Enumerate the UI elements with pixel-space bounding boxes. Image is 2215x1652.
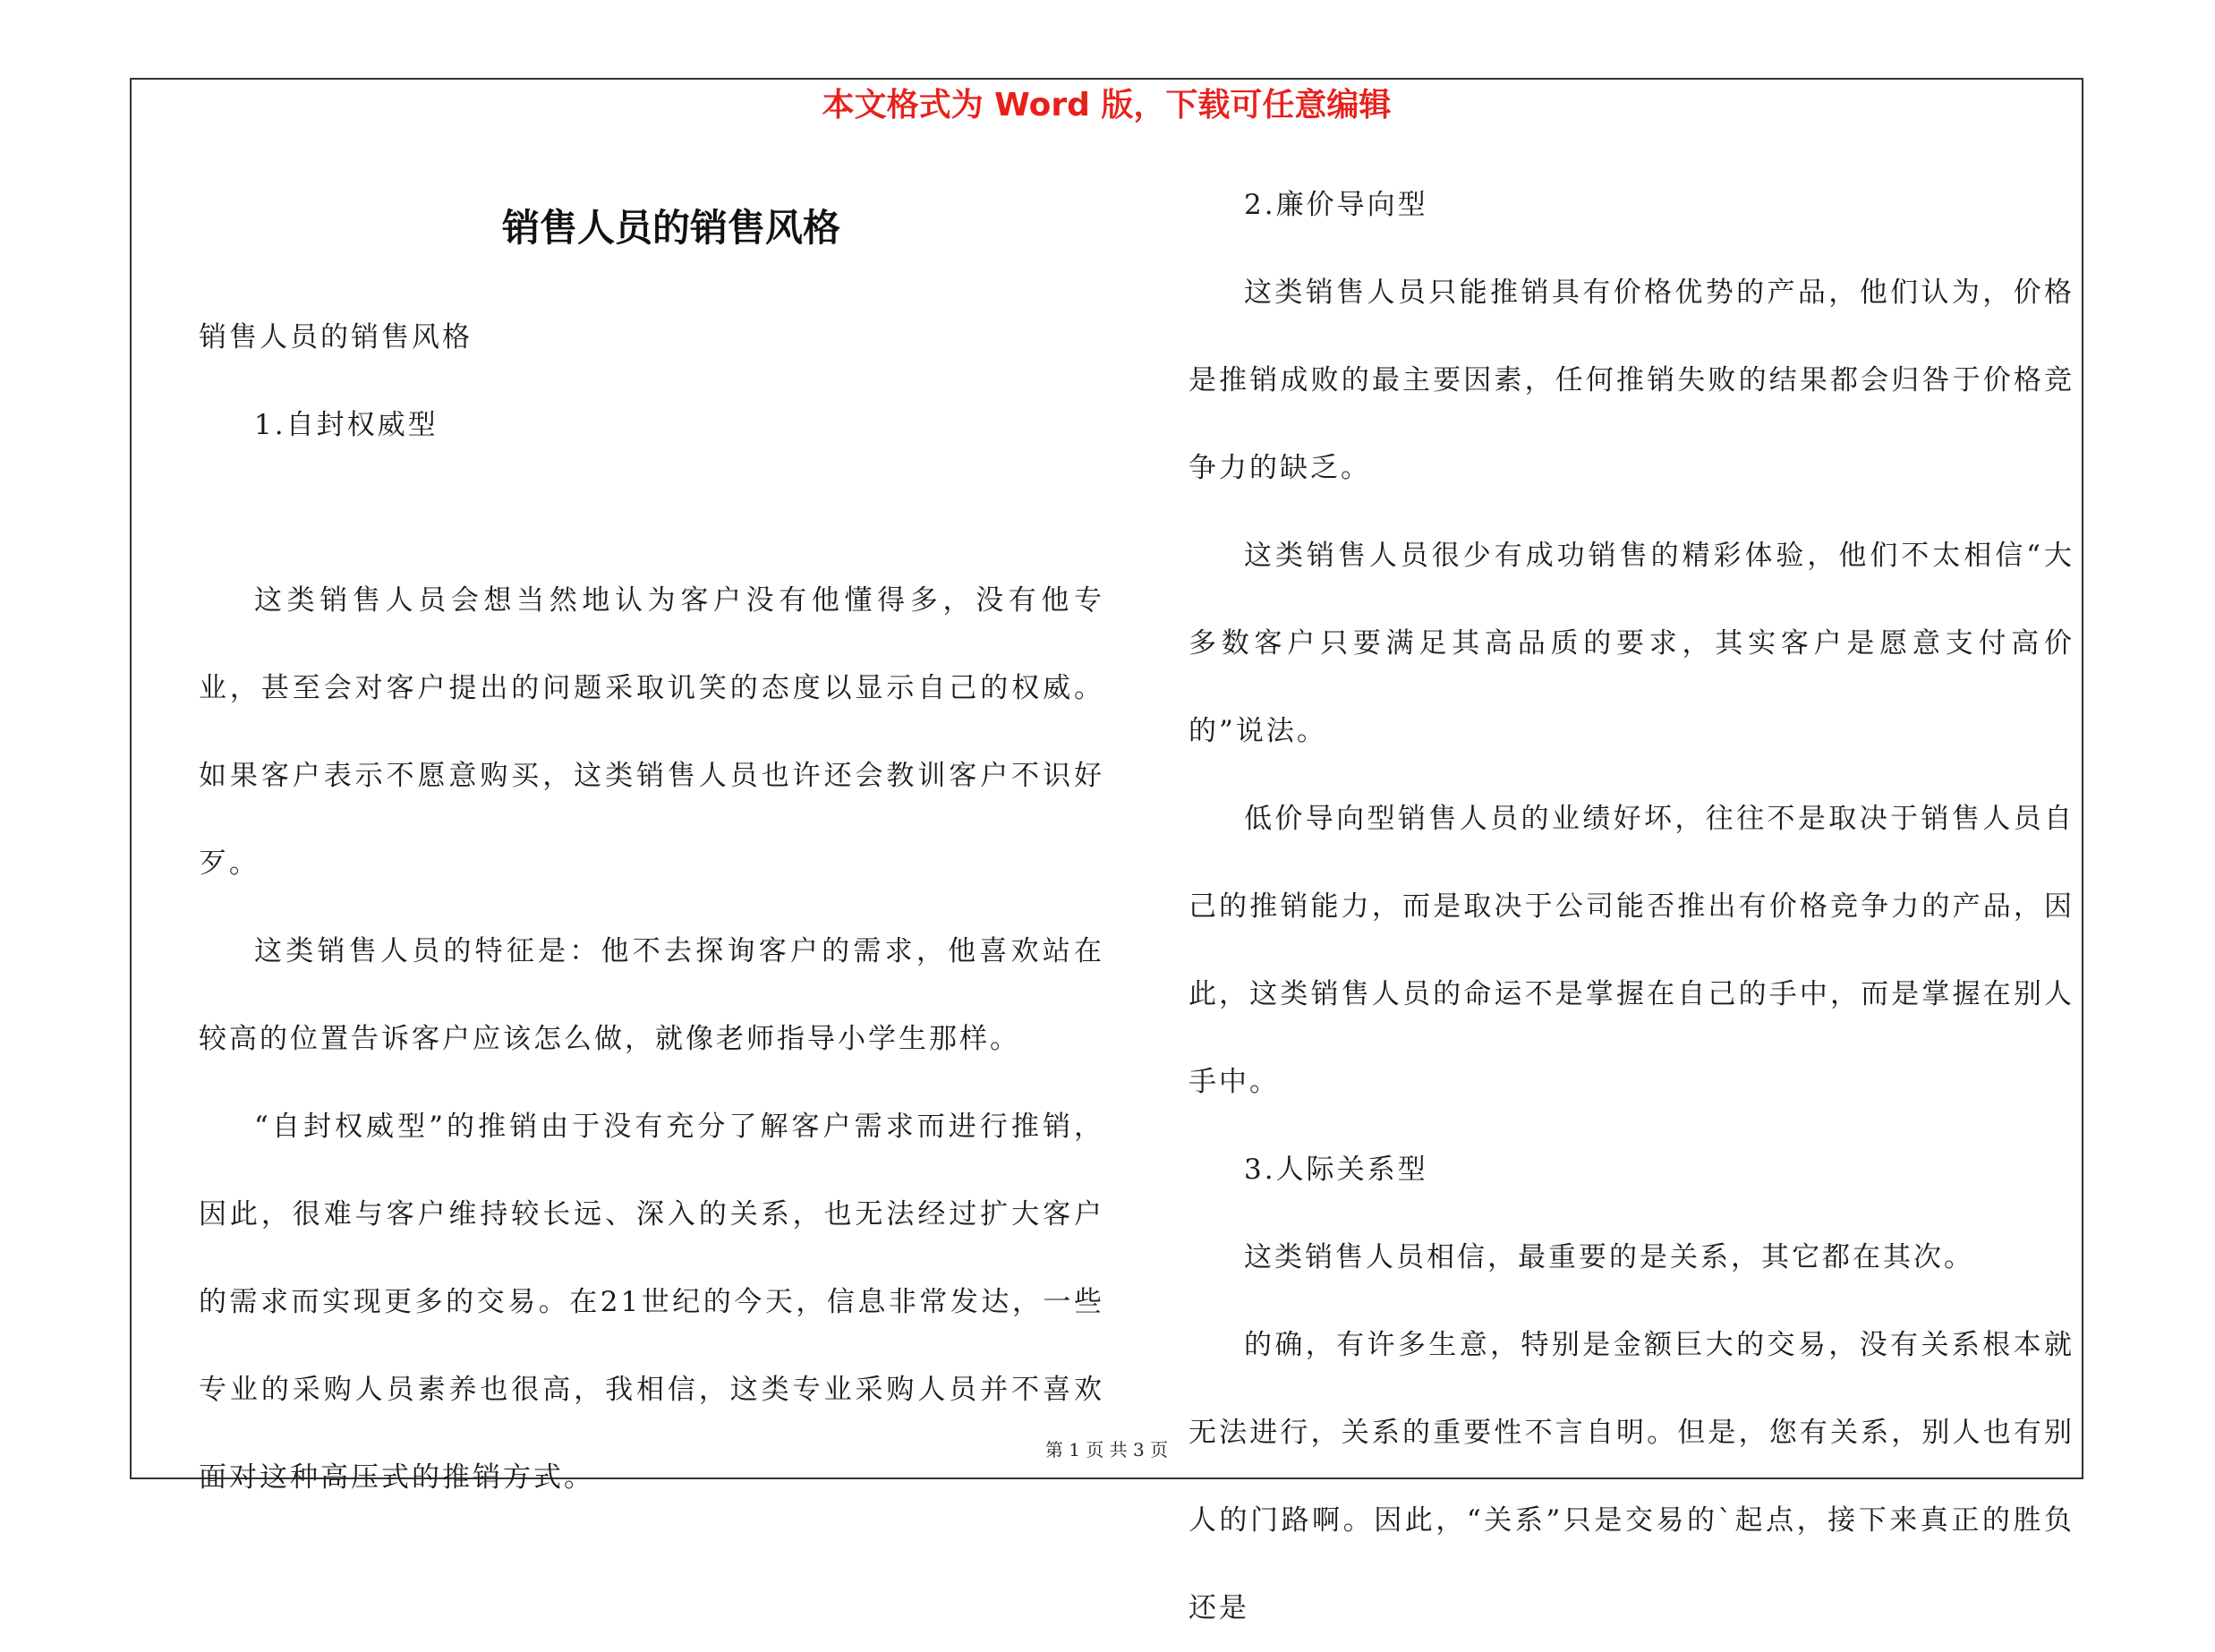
page-number-footer: 第 1 页 共 3 页 bbox=[1044, 1439, 1169, 1460]
body-paragraph: 这类销售人员的特征是：他不去探询客户的需求，他喜欢站在较高的位置告诉客户应该怎么做，就像老师指导小学生那样。 bbox=[199, 935, 1104, 1055]
body-paragraph: 低价导向型销售人员的业绩好坏，往往不是取决于销售人员自己的推销能力，而是取决于公司能否推出有价格竞争力的产品，因此，这类销售人员的命运不是掌握在自己的手中，而是掌握在别人手中。 bbox=[1188, 803, 2074, 1098]
body-paragraph: “自封权威型”的推销由于没有充分了解客户需求而进行推销，因此，很难与客户维持较长远、深入的关系，也无法经过扩大客户的需求而实现更多的交易。在21世纪的今天，信息非常发达，一些专业的采购人员素养也很高，我相信，这类专业采购人员并不喜欢面对这种高压式的推销方式。 bbox=[199, 1111, 1104, 1494]
subtitle-paragraph: 销售人员的销售风格 bbox=[199, 321, 473, 353]
body-paragraph: 这类销售人员会想当然地认为客户没有他懂得多，没有他专业，甚至会对客户提出的问题采取讥笑的态度以显示自己的权威。如果客户表示不愿意购买，这类销售人员也许还会教训客户不识好歹。 bbox=[199, 584, 1104, 880]
body-paragraph: 这类销售人员只能推销具有价格优势的产品，他们认为，价格是推销成败的最主要因素，任何推销失败的结果都会归咎于价格竞争力的缺乏。 bbox=[1188, 277, 2074, 484]
right-column bbox=[1188, 161, 2074, 1652]
body-paragraph: 这类销售人员很少有成功销售的精彩体验，他们不太相信“大多数客户只要满足其高品质的要求，其实客户是愿意支付高价的”说法。 bbox=[1188, 540, 2074, 747]
word-format-banner: 本文格式为 Word 版，下载可任意编辑 bbox=[822, 87, 1392, 123]
section-heading-2: 2.廉价导向型 bbox=[1244, 189, 1428, 221]
section-heading-1: 1.自封权威型 bbox=[254, 409, 439, 441]
section-heading-3: 3.人际关系型 bbox=[1244, 1154, 1428, 1186]
body-paragraph: 这类销售人员相信，最重要的是关系，其它都在其次。 bbox=[1244, 1241, 1974, 1273]
body-paragraph: 的确，有许多生意，特别是金额巨大的交易，没有关系根本就无法进行，关系的重要性不言自明。但是，您有关系，别人也有别人的门路啊。因此，“关系”只是交易的`起点，接下来真正的胜负还是 bbox=[1188, 1329, 2074, 1624]
left-column bbox=[199, 294, 1104, 1521]
document-title: 销售人员的销售风格 bbox=[501, 206, 840, 250]
